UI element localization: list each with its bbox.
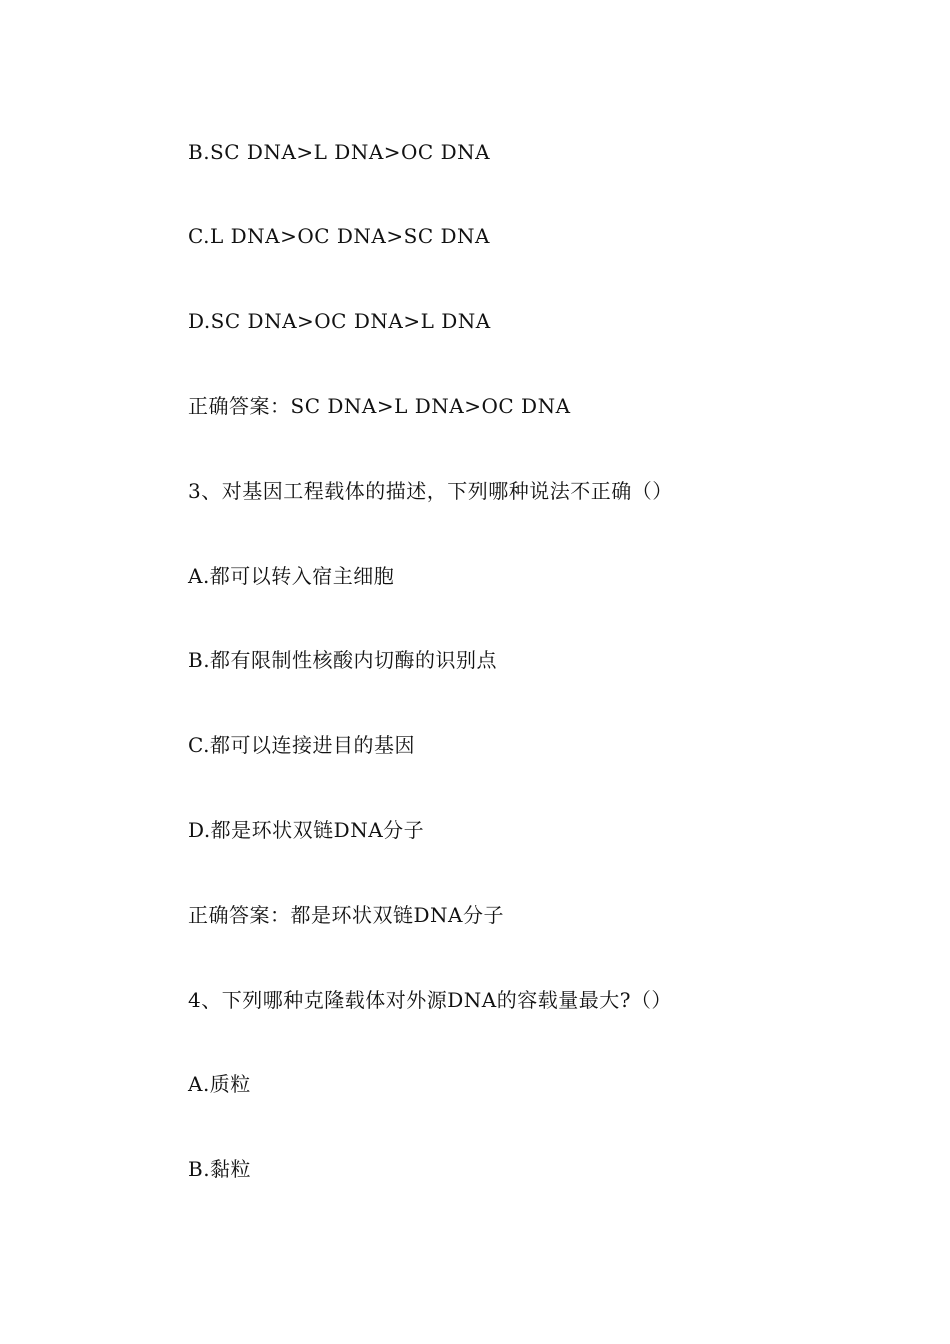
correct-answer-text: 正确答案：都是环状双链DNA分子 <box>188 903 504 927</box>
option-b-text: B.SC DNA>L DNA>OC DNA <box>188 140 491 164</box>
option-c-text: C.都可以连接进目的基因 <box>188 733 415 757</box>
option-a-text: A.质粒 <box>188 1072 251 1096</box>
option-c-text: C.L DNA>OC DNA>SC DNA <box>188 224 490 248</box>
option-a-text: A.都可以转入宿主细胞 <box>188 564 395 588</box>
question-4-text: 4、下列哪种克隆载体对外源DNA的容载量最大?（） <box>188 988 672 1012</box>
option-d-text: D.SC DNA>OC DNA>L DNA <box>188 309 491 333</box>
question-3-text: 3、对基因工程载体的描述，下列哪种说法不正确（） <box>188 479 673 503</box>
option-d-text: D.都是环状双链DNA分子 <box>188 818 425 842</box>
option-b-text: B.黏粒 <box>188 1157 252 1181</box>
correct-answer-text: 正确答案：SC DNA>L DNA>OC DNA <box>188 394 571 418</box>
option-b-text: B.都有限制性核酸内切酶的识别点 <box>188 648 498 672</box>
